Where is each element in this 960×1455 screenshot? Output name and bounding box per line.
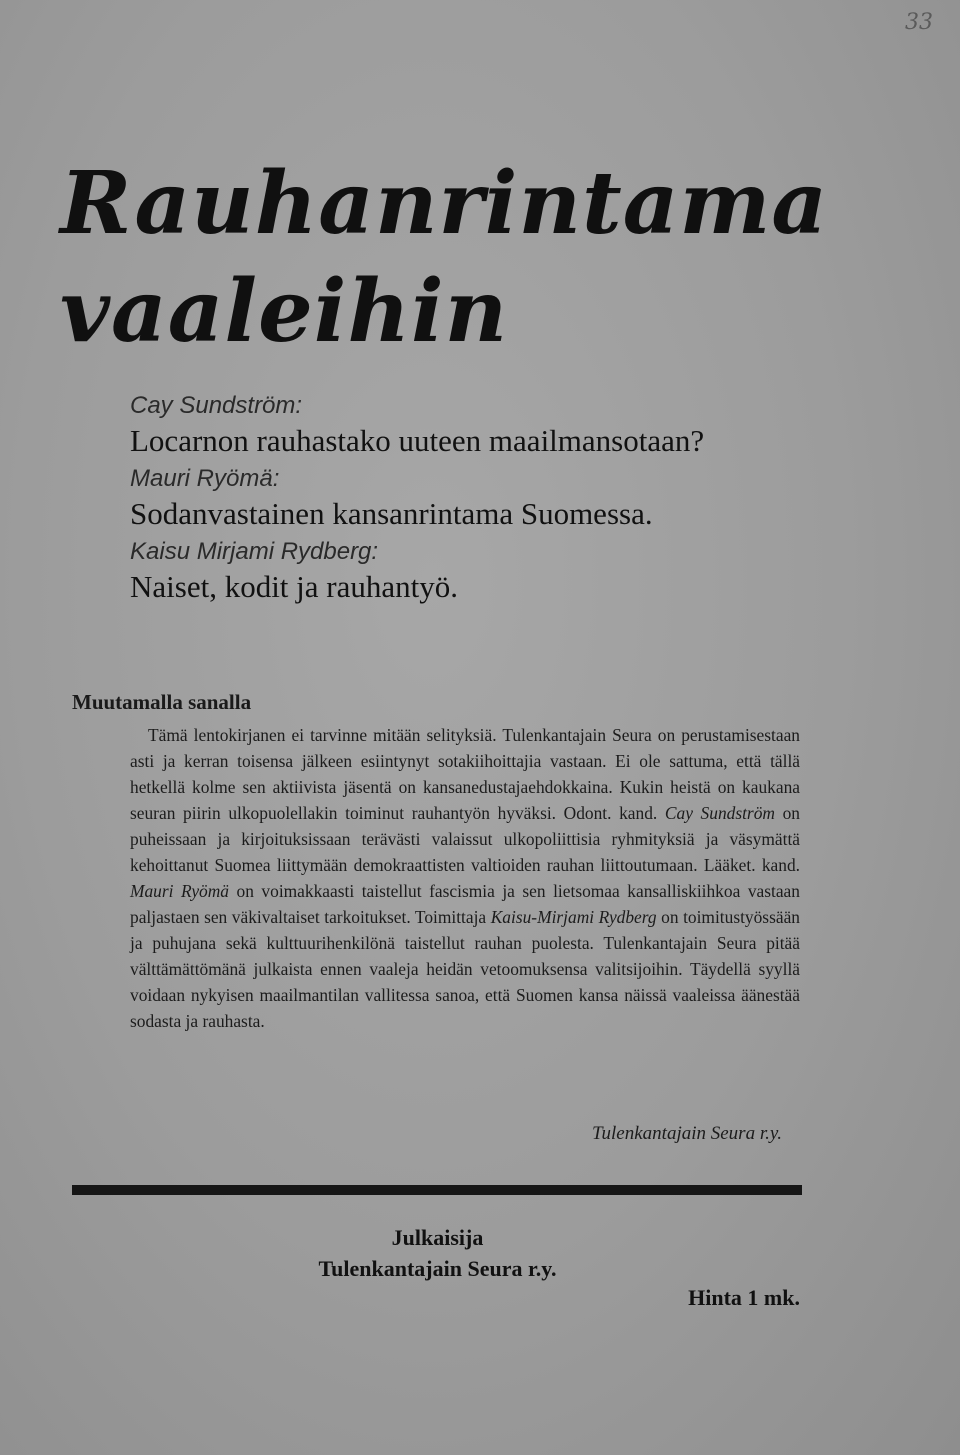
body-paragraph [130, 722, 800, 1034]
entry-author: Mauri Ryömä: [130, 465, 280, 492]
handwritten-page-number: 33 [905, 10, 933, 35]
body-text-part: on puheissaan ja kirjoituksissaan terävästi valaissut ulkopoliittisia ryhmityksiä ja väsymättä kehoittanut Suomea liittymään demokraattisten valtioiden rauhan liittoutumaan. Lääket. kand. [130, 803, 800, 875]
entry-author: Kaisu Mirjami Rydberg: [130, 538, 379, 565]
signature: Tulenkantajain Seura r.y. [592, 1123, 782, 1144]
pamphlet-title [60, 150, 828, 366]
title-line-1: Rauhanrintama [60, 153, 829, 254]
body-text-part: on voimakkaasti taistellut fascismia ja sen lietsomaa kansalliskiihkoa vastaan paljastaen sen väkivaltaiset tarkoitukset. Toimittaja [130, 881, 800, 927]
title-line-2: vaaleihin [60, 261, 509, 362]
publisher-name: Tulenkantajain Seura r.y. [318, 1256, 557, 1281]
publisher-block [240, 1222, 635, 1284]
candidate-name: Kaisu-Mirjami Rydberg [490, 907, 657, 927]
publisher-label: Julkaisija [391, 1225, 484, 1250]
table-of-contents [130, 390, 810, 606]
contents-entry [130, 536, 810, 606]
entry-topic: Locarnon rauhastako uuteen maailmansotaan? [130, 423, 705, 458]
price-label: Hinta 1 mk. [688, 1285, 800, 1310]
candidate-name: Cay Sundström [664, 803, 775, 823]
contents-entry [130, 390, 810, 460]
entry-author: Cay Sundström: [130, 392, 303, 419]
section-heading: Muutamalla sanalla [72, 690, 252, 714]
body-text-part: Tämä lentokirjanen ei tarvinne mitään selityksiä. Tulenkantajain Seura on perustamisestaan asti ja kerran toisensa jälkeen esiintynyt sotakiihoittajia vastaan. Ei ole sattuma, että tällä hetkellä kolme sen aktiivista jäsentä on kansanedustajaehdokkaina. Kukin heistä on kaukana seuran piirin ulkopuolellakin toiminut rauhantyön hyväksi. Odont. kand. [130, 725, 800, 823]
entry-topic: Naiset, kodit ja rauhantyö. [130, 569, 458, 604]
candidate-name: Mauri Ryömä [130, 881, 229, 901]
body-text-part: on toimitustyössään ja puhujana sekä kulttuurihenkilönä taistellut rauhan puolesta. Tulenkantajain Seura pitää välttämättömänä julkaista ennen vaaleja heidän vetoomuksensa valitsijoihin. Täydellä syyllä voidaan nykyisen maailmantilan vallitessa sanoa, että Suomen kansa näissä vaaleissa äänestää sodasta ja rauhasta. [130, 907, 800, 1031]
horizontal-divider [72, 1185, 802, 1195]
entry-topic: Sodanvastainen kansanrintama Suomessa. [130, 496, 653, 531]
contents-entry [130, 463, 810, 533]
